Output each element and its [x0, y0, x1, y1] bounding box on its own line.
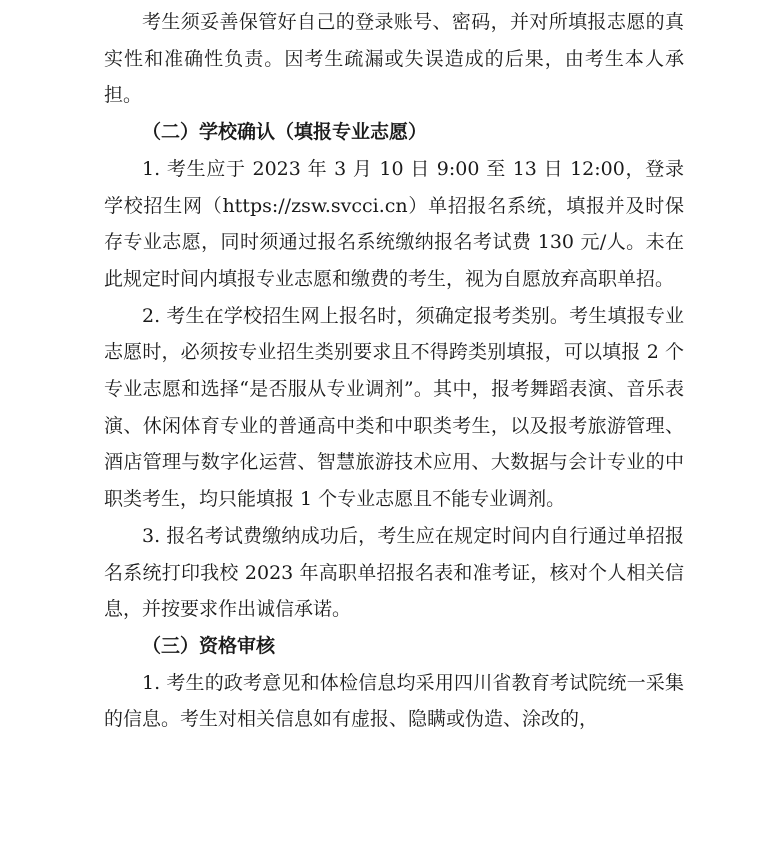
paragraph-section2-item1: 1. 考生应于 2023 年 3 月 10 日 9:00 至 13 日 12:00，登录学校招生网（https://zsw.svcci.cn）单招报名系统，填报并及时保存专业志愿，同时须通过报名系统缴纳报名考试费 130 元/人。未在此规定时间内填报专业志愿和缴费的考生，视为自愿放弃高职单招。 [104, 157, 684, 290]
paragraph-section2-item3: 3. 报名考试费缴纳成功后，考生应在规定时间内自行通过单招报名系统打印我校 2023 年高职单招报名表和准考证，核对个人相关信息，并按要求作出诚信承诺。 [104, 524, 684, 621]
section-heading-qualification-review: （三）资格审核 [142, 634, 276, 657]
paragraph-section3-item1: 1. 考生的政考意见和体检信息均采用四川省教育考试院统一采集的信息。考生对相关信息如有虚报、隐瞒或伪造、涂改的， [104, 671, 684, 731]
section-heading-school-confirmation: （二）学校确认（填报专业志愿） [142, 121, 428, 144]
document-page [104, 0, 684, 738]
paragraph-intro: 考生须妥善保管好自己的登录账号、密码，并对所填报志愿的真实性和准确性负责。因考生疏漏或失误造成的后果，由考生本人承担。 [104, 11, 684, 107]
paragraph-section2-item2: 2. 考生在学校招生网上报名时，须确定报考类别。考生填报专业志愿时，必须按专业招生类别要求且不得跨类别填报，可以填报 2 个专业志愿和选择“是否服从专业调剂”。其中，报考舞蹈表演、音乐表演、休闲体育专业的普通高中类和中职类考生，以及报考旅游管理、酒店管理与数字化运营、智慧旅游技术应用、大数据与会计专业的中职类考生，均只能填报 1 个专业志愿且不能专业调剂。 [104, 304, 684, 511]
